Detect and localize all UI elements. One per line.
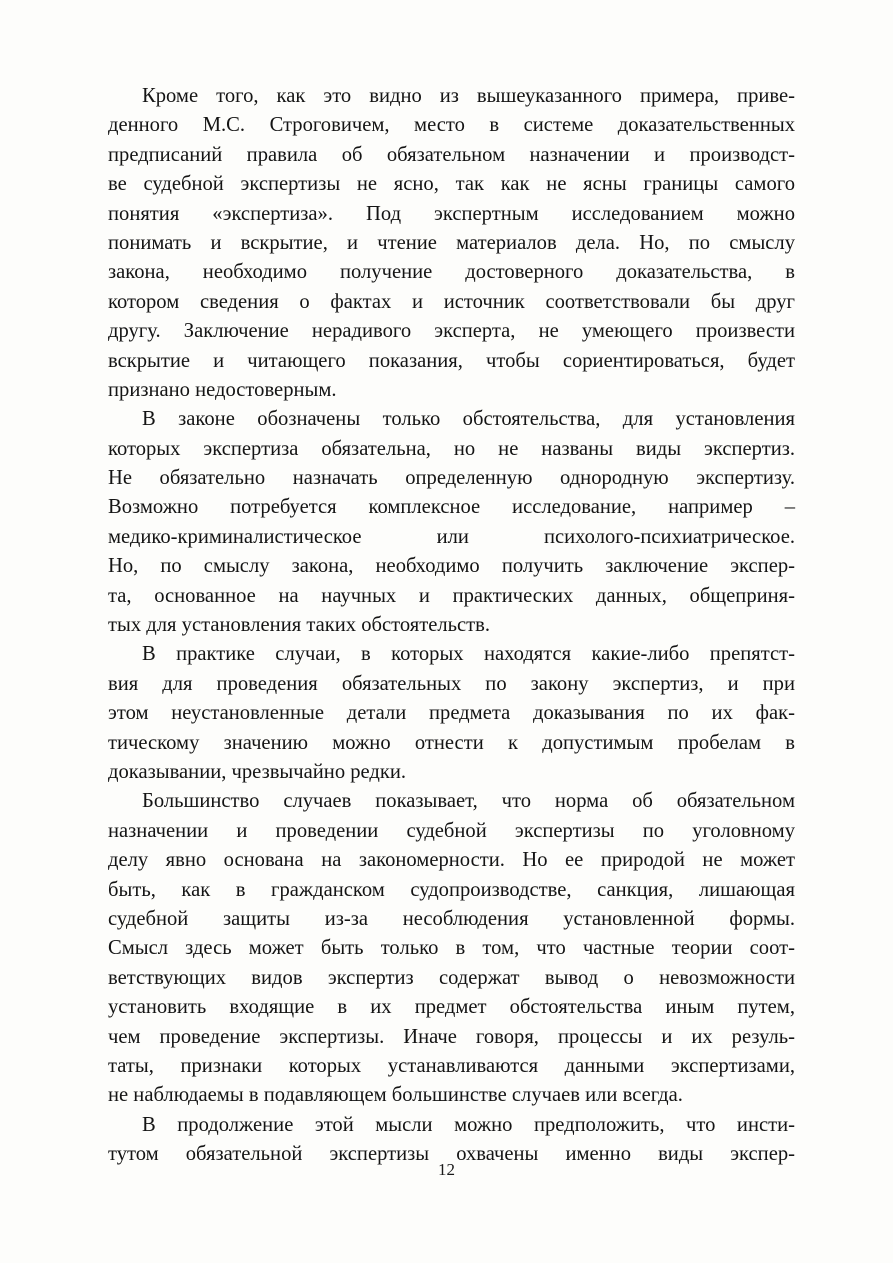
text-line: ветствующих видов экспертиз содержат вывод о невозможности: [108, 966, 795, 989]
text-line: тическому значению можно отнести к допустимым пробелам в: [108, 731, 795, 754]
text-line: чем проведение экспертизы. Иначе говоря, процессы и их резуль-: [108, 1025, 795, 1048]
text-line: установить входящие в их предмет обстоятельства иным путем,: [108, 996, 795, 1019]
text-line: вскрытие и читающего показания, чтобы сориентироваться, будет: [108, 349, 795, 372]
paragraph: [108, 640, 795, 787]
text-line: не наблюдаемы в подавляющем большинстве случаев или всегда.: [108, 1084, 683, 1107]
text-line: денного М.С. Строговичем, место в системе доказательственных: [108, 114, 795, 137]
body-text: [108, 82, 795, 1169]
text-line: В продолжение этой мысли можно предположить, что инсти-: [142, 1113, 795, 1136]
text-line: ве судебной экспертизы не ясно, так как не ясны границы самого: [108, 173, 795, 196]
text-line: понятия «экспертиза». Под экспертным исследованием можно: [108, 202, 795, 225]
text-line: другу. Заключение нерадивого эксперта, не умеющего произвести: [108, 320, 795, 343]
text-line: В практике случаи, в которых находятся какие-либо препятст-: [142, 643, 795, 666]
text-line: котором сведения о фактах и источник соответствовали бы друг: [108, 290, 795, 313]
paragraph: [108, 82, 795, 405]
text-line: Большинство случаев показывает, что норма об обязательном: [142, 790, 795, 813]
text-line: признано недостоверным.: [108, 378, 337, 401]
text-line: Смысл здесь может быть только в том, что частные теории соот-: [108, 937, 795, 960]
text-line: Кроме того, как это видно из вышеуказанного примера, приве-: [142, 85, 795, 107]
text-line: та, основанное на научных и практических данных, общеприня-: [108, 584, 795, 607]
text-line: Но, по смыслу закона, необходимо получить заключение экспер-: [108, 555, 795, 578]
text-line: предписаний правила об обязательном назначении и производст-: [108, 143, 795, 166]
text-line: тутом обязательной экспертизы охвачены именно виды экспер-: [108, 1143, 795, 1166]
text-line: назначении и проведении судебной экспертизы по уголовному: [108, 819, 795, 842]
text-line: закона, необходимо получение достоверного доказательства, в: [108, 261, 795, 284]
text-line: В законе обозначены только обстоятельства, для установления: [142, 408, 795, 431]
text-line: медико-криминалистическое или психолого-психиатрическое.: [108, 525, 795, 548]
text-line: таты, признаки которых устанавливаются данными экспертизами,: [108, 1054, 795, 1077]
text-line: которых экспертиза обязательна, но не названы виды экспертиз.: [108, 437, 795, 460]
text-line: тых для установления таких обстоятельств.: [108, 614, 491, 637]
text-line: Возможно потребуется комплексное исследование, например –: [108, 496, 795, 519]
text-line: доказывании, чрезвычайно редки.: [108, 760, 407, 783]
paragraph: [108, 405, 795, 640]
page-number: 12: [438, 1160, 455, 1179]
text-line: понимать и вскрытие, и чтение материалов дела. Но, по смыслу: [108, 231, 795, 254]
text-line: вия для проведения обязательных по закону экспертиз, и при: [108, 672, 795, 695]
text-line: делу явно основана на закономерности. Но ее природой не может: [108, 849, 795, 872]
text-line: судебной защиты из-за несоблюдения установленной формы.: [108, 907, 795, 930]
text-line: Не обязательно назначать определенную однородную экспертизу.: [108, 467, 795, 490]
paragraph: [108, 787, 795, 1110]
text-line: этом неустановленные детали предмета доказывания по их фак-: [108, 702, 795, 725]
text-line: быть, как в гражданском судопроизводстве, санкция, лишающая: [108, 878, 795, 901]
